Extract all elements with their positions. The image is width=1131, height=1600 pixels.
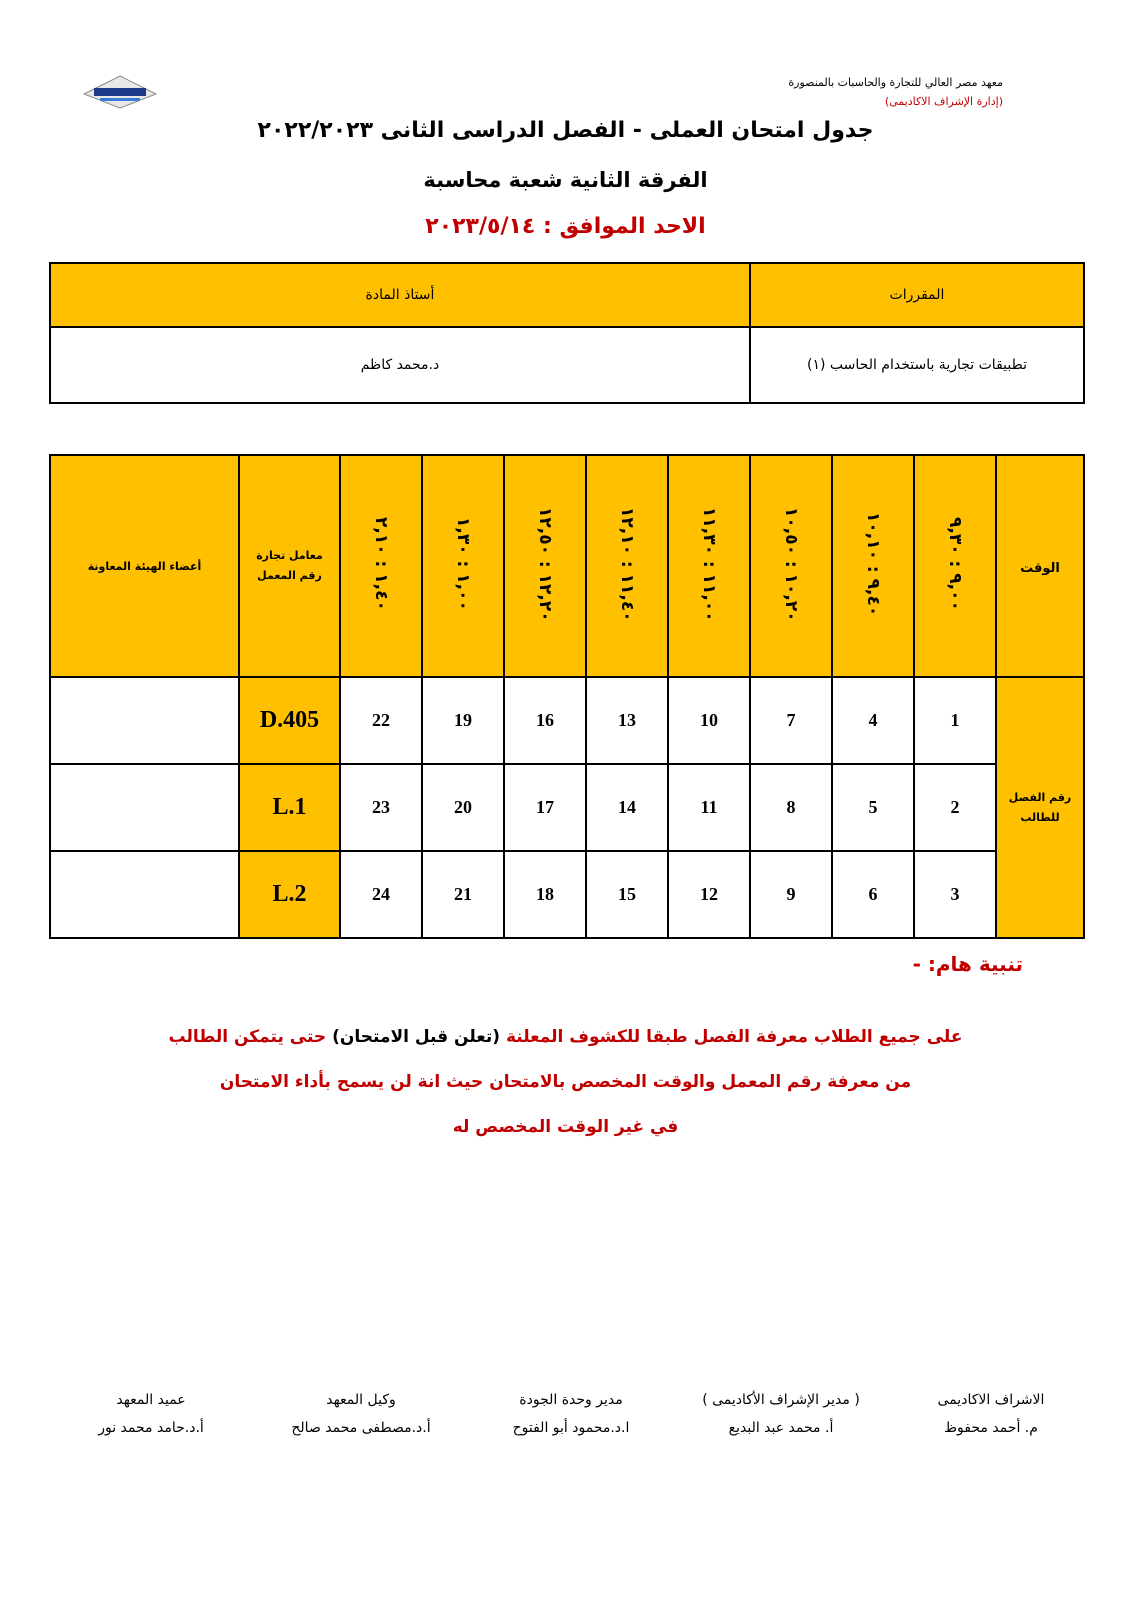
section-number: 17 bbox=[504, 764, 586, 851]
committee-cell bbox=[50, 764, 239, 851]
warning-title: تنبية هام: - bbox=[912, 952, 1023, 976]
committee-cell bbox=[50, 851, 239, 938]
committee-column-header: أعضاء الهيئة المعاونة bbox=[50, 455, 239, 677]
section-number: 3 bbox=[914, 851, 996, 938]
table-row bbox=[50, 851, 1084, 938]
section-number: 18 bbox=[504, 851, 586, 938]
section-number: 13 bbox=[586, 677, 668, 764]
signature-block: وكيل المعهد أ.د.مصطفى محمد صالح bbox=[291, 1392, 431, 1436]
lab-number: D.405 bbox=[239, 677, 340, 764]
section-number: 7 bbox=[750, 677, 832, 764]
section-number: 21 bbox=[422, 851, 504, 938]
schedule-table bbox=[49, 454, 1085, 939]
time-label: الوقت bbox=[1020, 560, 1060, 576]
section-number: 5 bbox=[832, 764, 914, 851]
time-slot-2: ٩,٤٠ : ١٠,١٠ bbox=[832, 455, 914, 677]
section-number: 22 bbox=[340, 677, 422, 764]
time-slot-5: ١١,٤٠ : ١٢,١٠ bbox=[586, 455, 668, 677]
section-number: 19 bbox=[422, 677, 504, 764]
department-name: (إدارة الإشراف الاكاديمى) bbox=[884, 95, 1003, 108]
course-teacher: د.محمد كاظم bbox=[50, 327, 750, 403]
section-number: 10 bbox=[668, 677, 750, 764]
section-number: 1 bbox=[914, 677, 996, 764]
exam-date: الاحد الموافق : ٢٠٢٣/٥/١٤ bbox=[425, 214, 706, 239]
course-column-header: المقررات bbox=[750, 263, 1084, 327]
signature-block: مدير وحدة الجودة ا.د.محمود أبو الفتوح bbox=[512, 1392, 630, 1436]
warning-line-2: من معرفة رقم المعمل والوقت المخصص بالامتحان حيث انة لن يسمح بأداء الامتحان bbox=[219, 1072, 912, 1092]
section-number: 4 bbox=[832, 677, 914, 764]
signature-block: ( مدير الإشراف الأكاديمى ) أ. محمد عبد البديع bbox=[702, 1392, 860, 1436]
section-number: 9 bbox=[750, 851, 832, 938]
section-number: 6 bbox=[832, 851, 914, 938]
committee-cell bbox=[50, 677, 239, 764]
section-number: 8 bbox=[750, 764, 832, 851]
time-slot-1: ٩,٠٠ : ٩,٣٠ bbox=[914, 455, 996, 677]
section-number: 11 bbox=[668, 764, 750, 851]
warning-line-3: في غير الوقت المخصص له bbox=[452, 1117, 679, 1137]
section-number: 20 bbox=[422, 764, 504, 851]
teacher-column-header: أستاذ المادة bbox=[50, 263, 750, 327]
schedule-header-row bbox=[50, 455, 1084, 677]
section-number: 14 bbox=[586, 764, 668, 851]
lab-number: L.1 bbox=[239, 764, 340, 851]
section-number: 16 bbox=[504, 677, 586, 764]
time-slot-6: ١٢,٢٠ : ١٢,٥٠ bbox=[504, 455, 586, 677]
section-number: 2 bbox=[914, 764, 996, 851]
signature-block: الاشراف الاكاديمى م. أحمد محفوظ bbox=[937, 1392, 1045, 1436]
signature-block: عميد المعهد أ.د.حامد محمد نور bbox=[98, 1392, 204, 1436]
time-slot-3: ١٠,٢٠ : ١٠,٥٠ bbox=[750, 455, 832, 677]
table-row bbox=[50, 764, 1084, 851]
time-slot-4: ١١,٠٠ : ١١,٣٠ bbox=[668, 455, 750, 677]
lab-column-header: معامل تجارة رقم المعمل bbox=[239, 455, 340, 677]
course-name: تطبيقات تجارية باستخدام الحاسب (١) bbox=[750, 327, 1084, 403]
institute-logo-icon bbox=[80, 74, 160, 110]
section-label: رقم الفصل للطالب bbox=[996, 677, 1084, 938]
warning-notice bbox=[0, 1015, 1131, 1150]
courses-table bbox=[49, 262, 1085, 404]
table-row bbox=[50, 677, 1084, 764]
section-number: 12 bbox=[668, 851, 750, 938]
institute-name: معهد مصر العالي للتجارة والحاسبات بالمنصورة bbox=[788, 76, 1003, 89]
warning-line-1: على جميع الطلاب معرفة الفصل طبقا للكشوف المعلنة (تعلن قبل الامتحان) حتى يتمكن الطالب bbox=[168, 1027, 963, 1047]
institute-header bbox=[743, 76, 1003, 108]
time-slot-8: ١,٤٠ : ٢,١٠ bbox=[340, 455, 422, 677]
time-slot-7: ١,٠٠ : ١,٣٠ bbox=[422, 455, 504, 677]
section-number: 15 bbox=[586, 851, 668, 938]
lab-number: L.2 bbox=[239, 851, 340, 938]
section-number: 23 bbox=[340, 764, 422, 851]
section-number: 24 bbox=[340, 851, 422, 938]
page-title: جدول امتحان العملى - الفصل الدراسى الثانى ٢٠٢٢/٢٠٢٣ bbox=[257, 118, 874, 143]
group-title: الفرقة الثانية شعبة محاسبة bbox=[423, 168, 708, 192]
